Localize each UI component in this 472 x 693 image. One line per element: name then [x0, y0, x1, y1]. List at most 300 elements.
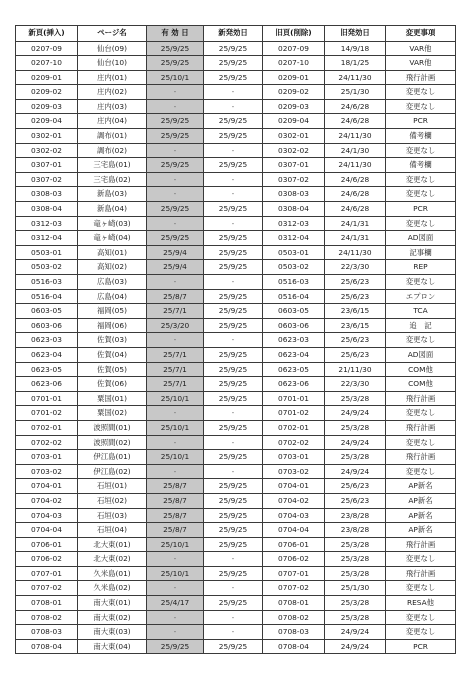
- cell-old-page: 0704-04: [263, 523, 325, 538]
- cell-effective-date: -: [147, 85, 204, 100]
- cell-new-issue-date: -: [204, 333, 263, 348]
- table-row: [16, 420, 456, 435]
- table-row: [16, 245, 456, 260]
- cell-effective-date: 25/8/7: [147, 508, 204, 523]
- cell-change-item: COM他: [386, 377, 456, 392]
- cell-new-page: 0603-06: [16, 318, 78, 333]
- cell-new-page: 0312-03: [16, 216, 78, 231]
- cell-old-issue-date: 25/3/28: [325, 566, 386, 581]
- cell-old-issue-date: 25/3/28: [325, 610, 386, 625]
- cell-old-issue-date: 18/1/25: [325, 56, 386, 71]
- cell-change-item: 変更なし: [386, 610, 456, 625]
- cell-old-issue-date: 25/1/30: [325, 85, 386, 100]
- cell-change-item: PCR: [386, 639, 456, 654]
- cell-new-issue-date: 25/9/25: [204, 318, 263, 333]
- cell-page-name: 南大東(02): [78, 610, 147, 625]
- cell-page-name: 竜ヶ崎(04): [78, 231, 147, 246]
- cell-change-item: 変更なし: [386, 464, 456, 479]
- cell-new-issue-date: -: [204, 552, 263, 567]
- cell-change-item: VAR他: [386, 41, 456, 56]
- cell-new-issue-date: 25/9/25: [204, 479, 263, 494]
- cell-effective-date: 25/7/1: [147, 377, 204, 392]
- table-row: [16, 566, 456, 581]
- cell-old-page: 0302-01: [263, 129, 325, 144]
- cell-page-name: 波照間(01): [78, 420, 147, 435]
- cell-new-issue-date: 25/9/25: [204, 202, 263, 217]
- cell-page-name: 高知(02): [78, 260, 147, 275]
- cell-old-issue-date: 24/11/30: [325, 70, 386, 85]
- cell-effective-date: 25/8/7: [147, 479, 204, 494]
- table-row: [16, 596, 456, 611]
- cell-new-issue-date: -: [204, 435, 263, 450]
- cell-old-page: 0312-03: [263, 216, 325, 231]
- cell-effective-date: 25/10/1: [147, 70, 204, 85]
- cell-old-page: 0209-02: [263, 85, 325, 100]
- cell-change-item: RESA他: [386, 596, 456, 611]
- table-row: [16, 158, 456, 173]
- table-row: [16, 435, 456, 450]
- cell-page-name: 佐賀(06): [78, 377, 147, 392]
- cell-change-item: 変更なし: [386, 143, 456, 158]
- cell-page-name: 久米島(02): [78, 581, 147, 596]
- cell-new-page: 0704-03: [16, 508, 78, 523]
- cell-page-name: 粟国(02): [78, 406, 147, 421]
- cell-new-issue-date: -: [204, 216, 263, 231]
- cell-new-page: 0503-01: [16, 245, 78, 260]
- cell-new-page: 0308-03: [16, 187, 78, 202]
- cell-old-page: 0302-02: [263, 143, 325, 158]
- cell-new-page: 0703-02: [16, 464, 78, 479]
- cell-effective-date: 25/9/4: [147, 260, 204, 275]
- table-row: [16, 639, 456, 654]
- table-row: [16, 143, 456, 158]
- cell-new-page: 0307-02: [16, 172, 78, 187]
- cell-page-name: 粟国(01): [78, 391, 147, 406]
- cell-old-issue-date: 24/9/24: [325, 435, 386, 450]
- cell-new-issue-date: 25/9/25: [204, 260, 263, 275]
- cell-old-issue-date: 24/11/30: [325, 158, 386, 173]
- cell-new-issue-date: -: [204, 406, 263, 421]
- cell-old-page: 0308-04: [263, 202, 325, 217]
- cell-page-name: 石垣(03): [78, 508, 147, 523]
- cell-new-page: 0708-04: [16, 639, 78, 654]
- cell-old-issue-date: 25/3/28: [325, 552, 386, 567]
- cell-page-name: 庄内(01): [78, 70, 147, 85]
- cell-change-item: 変更なし: [386, 552, 456, 567]
- cell-new-issue-date: 25/9/25: [204, 596, 263, 611]
- cell-effective-date: -: [147, 99, 204, 114]
- cell-old-issue-date: 24/9/24: [325, 639, 386, 654]
- cell-change-item: AP新名: [386, 523, 456, 538]
- cell-old-page: 0701-02: [263, 406, 325, 421]
- cell-old-issue-date: 24/9/24: [325, 406, 386, 421]
- cell-new-page: 0706-01: [16, 537, 78, 552]
- cell-old-issue-date: 24/1/31: [325, 216, 386, 231]
- cell-change-item: 備考欄: [386, 129, 456, 144]
- cell-change-item: 変更なし: [386, 216, 456, 231]
- cell-new-issue-date: 25/9/25: [204, 56, 263, 71]
- cell-new-issue-date: 25/9/25: [204, 245, 263, 260]
- cell-effective-date: 25/10/1: [147, 450, 204, 465]
- cell-new-page: 0623-05: [16, 362, 78, 377]
- table-row: [16, 479, 456, 494]
- cell-page-name: 北大東(01): [78, 537, 147, 552]
- cell-old-page: 0516-04: [263, 289, 325, 304]
- table-row: [16, 114, 456, 129]
- cell-old-page: 0207-10: [263, 56, 325, 71]
- cell-old-issue-date: 25/6/23: [325, 479, 386, 494]
- cell-change-item: 飛行計画: [386, 70, 456, 85]
- cell-effective-date: 25/8/7: [147, 493, 204, 508]
- cell-change-item: TCA: [386, 304, 456, 319]
- cell-new-issue-date: 25/9/25: [204, 158, 263, 173]
- cell-old-issue-date: 25/6/23: [325, 289, 386, 304]
- cell-effective-date: 25/7/1: [147, 304, 204, 319]
- cell-old-issue-date: 25/3/28: [325, 420, 386, 435]
- table-row: [16, 129, 456, 144]
- cell-effective-date: 25/10/1: [147, 420, 204, 435]
- cell-effective-date: 25/10/1: [147, 391, 204, 406]
- cell-change-item: 飛行計画: [386, 537, 456, 552]
- cell-new-page: 0623-04: [16, 347, 78, 362]
- cell-change-item: AP新名: [386, 479, 456, 494]
- cell-new-issue-date: -: [204, 172, 263, 187]
- table-row: [16, 464, 456, 479]
- cell-page-name: 調布(01): [78, 129, 147, 144]
- cell-new-issue-date: 25/9/25: [204, 289, 263, 304]
- cell-effective-date: 25/8/7: [147, 289, 204, 304]
- cell-effective-date: -: [147, 625, 204, 640]
- cell-new-issue-date: 25/9/25: [204, 566, 263, 581]
- cell-old-page: 0704-03: [263, 508, 325, 523]
- cell-new-page: 0209-04: [16, 114, 78, 129]
- cell-page-name: 石垣(02): [78, 493, 147, 508]
- cell-change-item: 飛行計画: [386, 450, 456, 465]
- cell-old-issue-date: 25/3/28: [325, 391, 386, 406]
- cell-old-issue-date: 25/6/23: [325, 275, 386, 290]
- cell-page-name: 伊江島(01): [78, 450, 147, 465]
- cell-page-name: 仙台(09): [78, 41, 147, 56]
- cell-page-name: 調布(02): [78, 143, 147, 158]
- cell-page-name: 庄内(02): [78, 85, 147, 100]
- cell-new-issue-date: 25/9/25: [204, 114, 263, 129]
- cell-new-page: 0703-01: [16, 450, 78, 465]
- cell-old-issue-date: 23/6/15: [325, 304, 386, 319]
- cell-change-item: REP: [386, 260, 456, 275]
- cell-effective-date: 25/9/4: [147, 245, 204, 260]
- cell-change-item: AP新名: [386, 508, 456, 523]
- table-row: [16, 70, 456, 85]
- table-row: [16, 333, 456, 348]
- header-row: [16, 26, 456, 42]
- cell-change-item: 追 記: [386, 318, 456, 333]
- cell-effective-date: 25/9/25: [147, 639, 204, 654]
- cell-new-issue-date: 25/9/25: [204, 41, 263, 56]
- cell-old-page: 0503-02: [263, 260, 325, 275]
- cell-new-page: 0516-04: [16, 289, 78, 304]
- cell-new-issue-date: 25/9/25: [204, 347, 263, 362]
- cell-page-name: 新島(03): [78, 187, 147, 202]
- cell-old-issue-date: 24/6/28: [325, 202, 386, 217]
- cell-change-item: 備考欄: [386, 158, 456, 173]
- cell-new-issue-date: -: [204, 85, 263, 100]
- cell-page-name: 佐賀(03): [78, 333, 147, 348]
- cell-new-issue-date: 25/9/25: [204, 377, 263, 392]
- cell-old-page: 0706-02: [263, 552, 325, 567]
- cell-change-item: エプロン: [386, 289, 456, 304]
- cell-page-name: 竜ヶ崎(03): [78, 216, 147, 231]
- cell-effective-date: 25/9/25: [147, 202, 204, 217]
- cell-new-page: 0702-01: [16, 420, 78, 435]
- table-row: [16, 523, 456, 538]
- cell-effective-date: 25/3/20: [147, 318, 204, 333]
- cell-old-issue-date: 24/6/28: [325, 114, 386, 129]
- cell-old-issue-date: 21/11/30: [325, 362, 386, 377]
- cell-new-issue-date: 25/9/25: [204, 362, 263, 377]
- cell-new-page: 0308-04: [16, 202, 78, 217]
- table-row: [16, 99, 456, 114]
- cell-new-page: 0701-01: [16, 391, 78, 406]
- cell-new-issue-date: -: [204, 143, 263, 158]
- cell-page-name: 高知(01): [78, 245, 147, 260]
- cell-old-page: 0603-05: [263, 304, 325, 319]
- cell-change-item: 変更なし: [386, 435, 456, 450]
- cell-old-page: 0704-02: [263, 493, 325, 508]
- cell-old-issue-date: 24/11/30: [325, 129, 386, 144]
- cell-new-page: 0706-02: [16, 552, 78, 567]
- table-row: [16, 406, 456, 421]
- cell-effective-date: -: [147, 143, 204, 158]
- cell-page-name: 庄内(04): [78, 114, 147, 129]
- cell-old-page: 0307-02: [263, 172, 325, 187]
- cell-old-page: 0703-01: [263, 450, 325, 465]
- cell-old-page: 0704-01: [263, 479, 325, 494]
- cell-effective-date: -: [147, 216, 204, 231]
- cell-new-page: 0704-02: [16, 493, 78, 508]
- cell-effective-date: -: [147, 172, 204, 187]
- table-row: [16, 289, 456, 304]
- cell-new-page: 0307-01: [16, 158, 78, 173]
- cell-effective-date: -: [147, 464, 204, 479]
- cell-change-item: AP新名: [386, 493, 456, 508]
- cell-new-page: 0704-01: [16, 479, 78, 494]
- table-row: [16, 41, 456, 56]
- cell-old-page: 0207-09: [263, 41, 325, 56]
- cell-old-page: 0703-02: [263, 464, 325, 479]
- cell-effective-date: 25/10/1: [147, 566, 204, 581]
- cell-new-page: 0702-02: [16, 435, 78, 450]
- cell-effective-date: 25/4/17: [147, 596, 204, 611]
- cell-old-issue-date: 14/9/18: [325, 41, 386, 56]
- cell-new-issue-date: 25/9/25: [204, 304, 263, 319]
- cell-effective-date: -: [147, 406, 204, 421]
- cell-effective-date: -: [147, 610, 204, 625]
- cell-old-page: 0708-03: [263, 625, 325, 640]
- cell-page-name: 南大東(04): [78, 639, 147, 654]
- cell-change-item: 飛行計画: [386, 420, 456, 435]
- cell-old-page: 0623-06: [263, 377, 325, 392]
- cell-effective-date: 25/9/25: [147, 231, 204, 246]
- table-row: [16, 231, 456, 246]
- cell-old-issue-date: 23/6/15: [325, 318, 386, 333]
- cell-page-name: 仙台(10): [78, 56, 147, 71]
- cell-old-issue-date: 24/6/28: [325, 187, 386, 202]
- cell-new-issue-date: -: [204, 581, 263, 596]
- cell-new-issue-date: -: [204, 625, 263, 640]
- cell-effective-date: 25/7/1: [147, 347, 204, 362]
- table-row: [16, 318, 456, 333]
- cell-old-issue-date: 25/6/23: [325, 333, 386, 348]
- cell-effective-date: -: [147, 435, 204, 450]
- cell-old-issue-date: 25/3/28: [325, 596, 386, 611]
- cell-old-issue-date: 25/6/23: [325, 493, 386, 508]
- table-row: [16, 391, 456, 406]
- cell-page-name: 石垣(01): [78, 479, 147, 494]
- cell-old-issue-date: 22/3/30: [325, 377, 386, 392]
- cell-effective-date: 25/9/25: [147, 129, 204, 144]
- cell-old-issue-date: 23/8/28: [325, 508, 386, 523]
- cell-new-issue-date: -: [204, 610, 263, 625]
- cell-new-issue-date: 25/9/25: [204, 450, 263, 465]
- cell-new-page: 0704-04: [16, 523, 78, 538]
- header-new-issue-date: 新発効日: [204, 26, 263, 42]
- cell-new-page: 0701-02: [16, 406, 78, 421]
- cell-page-name: 北大東(02): [78, 552, 147, 567]
- cell-old-page: 0312-04: [263, 231, 325, 246]
- cell-change-item: COM他: [386, 362, 456, 377]
- cell-effective-date: 25/7/1: [147, 362, 204, 377]
- cell-old-page: 0307-01: [263, 158, 325, 173]
- cell-new-page: 0302-01: [16, 129, 78, 144]
- cell-new-page: 0603-05: [16, 304, 78, 319]
- table-row: [16, 85, 456, 100]
- cell-old-issue-date: 24/11/30: [325, 245, 386, 260]
- cell-new-page: 0708-03: [16, 625, 78, 640]
- cell-new-issue-date: 25/9/25: [204, 129, 263, 144]
- cell-new-page: 0207-10: [16, 56, 78, 71]
- cell-change-item: PCR: [386, 202, 456, 217]
- table-row: [16, 377, 456, 392]
- cell-page-name: 南大東(03): [78, 625, 147, 640]
- header-effective-date: 有 効 日: [147, 26, 204, 42]
- cell-change-item: 記事欄: [386, 245, 456, 260]
- header-change-item: 変更事項: [386, 26, 456, 42]
- cell-old-issue-date: 25/3/28: [325, 537, 386, 552]
- cell-new-issue-date: 25/9/25: [204, 420, 263, 435]
- cell-old-page: 0209-03: [263, 99, 325, 114]
- cell-old-page: 0623-04: [263, 347, 325, 362]
- cell-new-page: 0207-09: [16, 41, 78, 56]
- cell-new-issue-date: 25/9/25: [204, 493, 263, 508]
- cell-change-item: 変更なし: [386, 85, 456, 100]
- cell-new-page: 0708-01: [16, 596, 78, 611]
- cell-new-issue-date: 25/9/25: [204, 391, 263, 406]
- cell-new-page: 0209-03: [16, 99, 78, 114]
- cell-change-item: AD図面: [386, 231, 456, 246]
- cell-new-page: 0302-02: [16, 143, 78, 158]
- table-row: [16, 552, 456, 567]
- cell-old-page: 0708-01: [263, 596, 325, 611]
- cell-old-page: 0503-01: [263, 245, 325, 260]
- cell-effective-date: 25/9/25: [147, 158, 204, 173]
- cell-effective-date: -: [147, 275, 204, 290]
- cell-new-issue-date: 25/9/25: [204, 523, 263, 538]
- cell-new-issue-date: 25/9/25: [204, 639, 263, 654]
- cell-old-issue-date: 24/1/31: [325, 231, 386, 246]
- cell-old-page: 0702-02: [263, 435, 325, 450]
- cell-effective-date: 25/8/7: [147, 523, 204, 538]
- cell-old-page: 0623-03: [263, 333, 325, 348]
- cell-old-issue-date: 25/3/28: [325, 450, 386, 465]
- cell-change-item: 飛行計画: [386, 566, 456, 581]
- page-revision-table: [15, 25, 456, 654]
- cell-page-name: 伊江島(02): [78, 464, 147, 479]
- cell-old-page: 0209-04: [263, 114, 325, 129]
- cell-new-issue-date: 25/9/25: [204, 508, 263, 523]
- cell-new-page: 0623-03: [16, 333, 78, 348]
- table-row: [16, 275, 456, 290]
- cell-new-page: 0707-02: [16, 581, 78, 596]
- cell-change-item: 変更なし: [386, 275, 456, 290]
- cell-new-page: 0209-02: [16, 85, 78, 100]
- cell-old-page: 0708-02: [263, 610, 325, 625]
- cell-old-issue-date: 24/1/30: [325, 143, 386, 158]
- table-row: [16, 493, 456, 508]
- cell-page-name: 波照間(02): [78, 435, 147, 450]
- cell-effective-date: 25/10/1: [147, 537, 204, 552]
- cell-old-page: 0702-01: [263, 420, 325, 435]
- cell-change-item: 変更なし: [386, 406, 456, 421]
- cell-page-name: 新島(04): [78, 202, 147, 217]
- table-row: [16, 304, 456, 319]
- table-row: [16, 508, 456, 523]
- cell-old-page: 0308-03: [263, 187, 325, 202]
- table-row: [16, 362, 456, 377]
- table-row: [16, 172, 456, 187]
- cell-change-item: 変更なし: [386, 99, 456, 114]
- cell-new-issue-date: 25/9/25: [204, 231, 263, 246]
- cell-effective-date: -: [147, 581, 204, 596]
- cell-old-page: 0701-01: [263, 391, 325, 406]
- cell-page-name: 庄内(03): [78, 99, 147, 114]
- cell-new-issue-date: -: [204, 187, 263, 202]
- cell-new-page: 0707-01: [16, 566, 78, 581]
- cell-old-page: 0209-01: [263, 70, 325, 85]
- cell-page-name: 福岡(06): [78, 318, 147, 333]
- cell-effective-date: 25/9/25: [147, 114, 204, 129]
- cell-new-page: 0503-02: [16, 260, 78, 275]
- cell-effective-date: -: [147, 187, 204, 202]
- cell-effective-date: -: [147, 333, 204, 348]
- cell-change-item: 変更なし: [386, 187, 456, 202]
- cell-page-name: 南大東(01): [78, 596, 147, 611]
- table-row: [16, 347, 456, 362]
- cell-new-issue-date: 25/9/25: [204, 537, 263, 552]
- cell-change-item: 変更なし: [386, 625, 456, 640]
- cell-new-page: 0312-04: [16, 231, 78, 246]
- cell-old-issue-date: 24/6/28: [325, 172, 386, 187]
- cell-change-item: 変更なし: [386, 333, 456, 348]
- table-row: [16, 216, 456, 231]
- cell-page-name: 三宅島(02): [78, 172, 147, 187]
- cell-change-item: 飛行計画: [386, 391, 456, 406]
- table-row: [16, 202, 456, 217]
- cell-new-issue-date: -: [204, 464, 263, 479]
- cell-change-item: 変更なし: [386, 172, 456, 187]
- cell-old-page: 0603-06: [263, 318, 325, 333]
- cell-new-page: 0623-06: [16, 377, 78, 392]
- cell-page-name: 佐賀(04): [78, 347, 147, 362]
